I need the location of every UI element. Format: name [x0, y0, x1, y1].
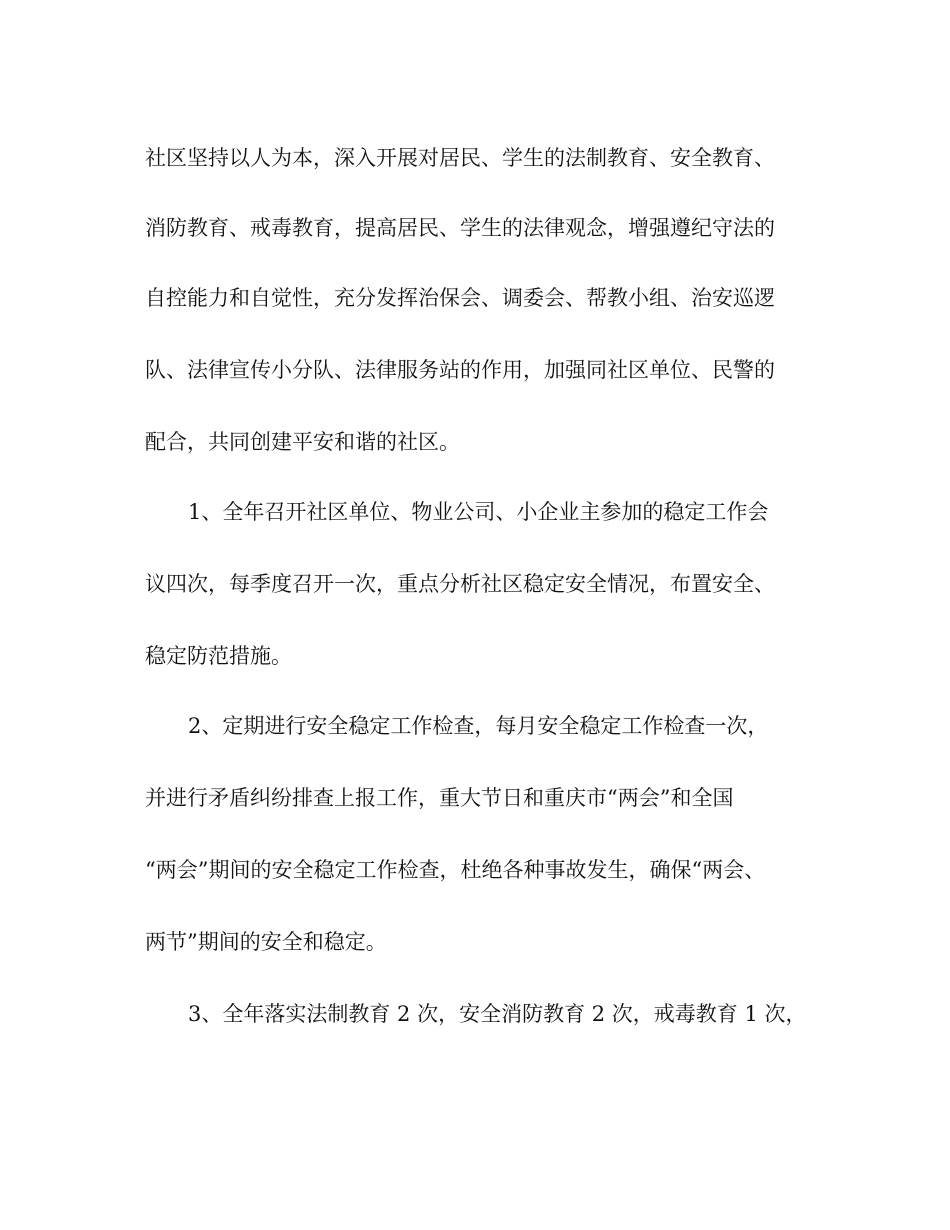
paragraph-2-line-3: 稳定防范措施。	[145, 644, 292, 668]
paragraph-1-line-3: 自控能力和自觉性，充分发挥治保会、调委会、帮教小组、治安巡逻	[145, 286, 775, 310]
paragraph-1-line-5: 配合，共同创建平安和谐的社区。	[145, 430, 460, 454]
paragraph-2-line-2: 议四次，每季度召开一次，重点分析社区稳定安全情况，布置安全、	[145, 572, 775, 596]
paragraph-2-line-1: 1、全年召开社区单位、物业公司、小企业主参加的稳定工作会	[188, 500, 769, 524]
paragraph-1-line-4: 队、法律宣传小分队、法律服务站的作用，加强同社区单位、民警的	[145, 358, 775, 382]
paragraph-3-line-2: 并进行矛盾纠纷排查上报工作，重大节日和重庆市“两会”和全国	[145, 786, 734, 810]
paragraph-1-line-1: 社区坚持以人为本，深入开展对居民、学生的法制教育、安全教育、	[145, 146, 775, 170]
paragraph-1-line-2: 消防教育、戒毒教育，提高居民、学生的法律观念，增强遵纪守法的	[145, 216, 775, 240]
paragraph-3-line-4: 两节”期间的安全和稳定。	[145, 930, 387, 954]
paragraph-3-line-1: 2、定期进行安全稳定工作检查，每月安全稳定工作检查一次，	[188, 714, 769, 738]
paragraph-4-line-1: 3、全年落实法制教育 2 次，安全消防教育 2 次，戒毒教育 1 次，	[188, 1002, 807, 1026]
paragraph-3-line-3: “两会”期间的安全稳定工作检查，杜绝各种事故发生，确保“两会、	[145, 858, 766, 882]
